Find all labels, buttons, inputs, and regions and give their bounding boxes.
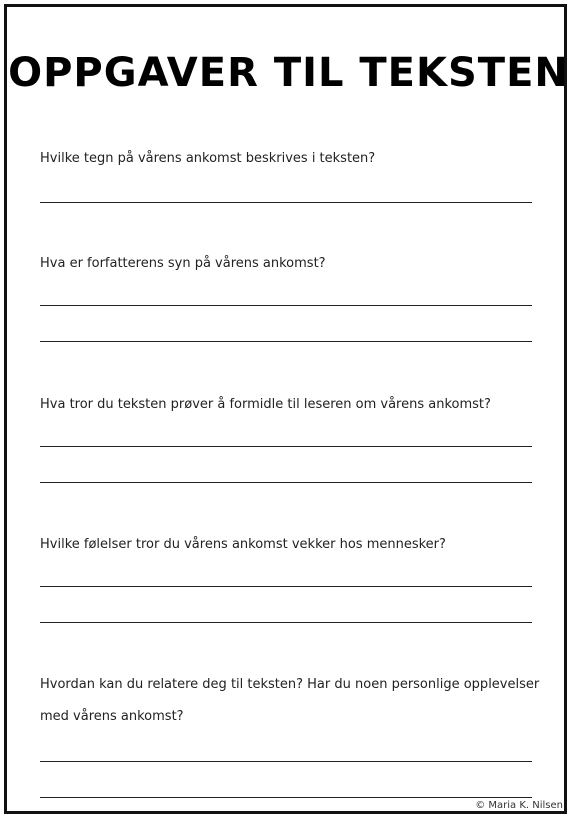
copyright-text: © Maria K. Nilsen (475, 800, 563, 811)
answer-line[interactable] (40, 202, 532, 203)
answer-line[interactable] (40, 586, 532, 587)
answer-line[interactable] (40, 622, 532, 623)
question-4: Hvilke følelser tror du vårens ankomst vekker hos mennesker? (40, 537, 446, 552)
answer-line[interactable] (40, 305, 532, 306)
answer-line[interactable] (40, 446, 532, 447)
question-1: Hvilke tegn på vårens ankomst beskrives i teksten? (40, 151, 376, 166)
page-title: OPPGAVER TIL TEKSTEN (8, 50, 569, 96)
answer-line[interactable] (40, 797, 532, 798)
question-2: Hva er forfatterens syn på vårens ankomst? (40, 256, 326, 271)
answer-line[interactable] (40, 761, 532, 762)
question-5: Hvordan kan du relatere deg til teksten? Har du noen personlige opplevelser med vårens ankomst? (40, 677, 540, 724)
question-3: Hva tror du teksten prøver å formidle til leseren om vårens ankomst? (40, 397, 491, 412)
answer-line[interactable] (40, 482, 532, 483)
answer-line[interactable] (40, 341, 532, 342)
